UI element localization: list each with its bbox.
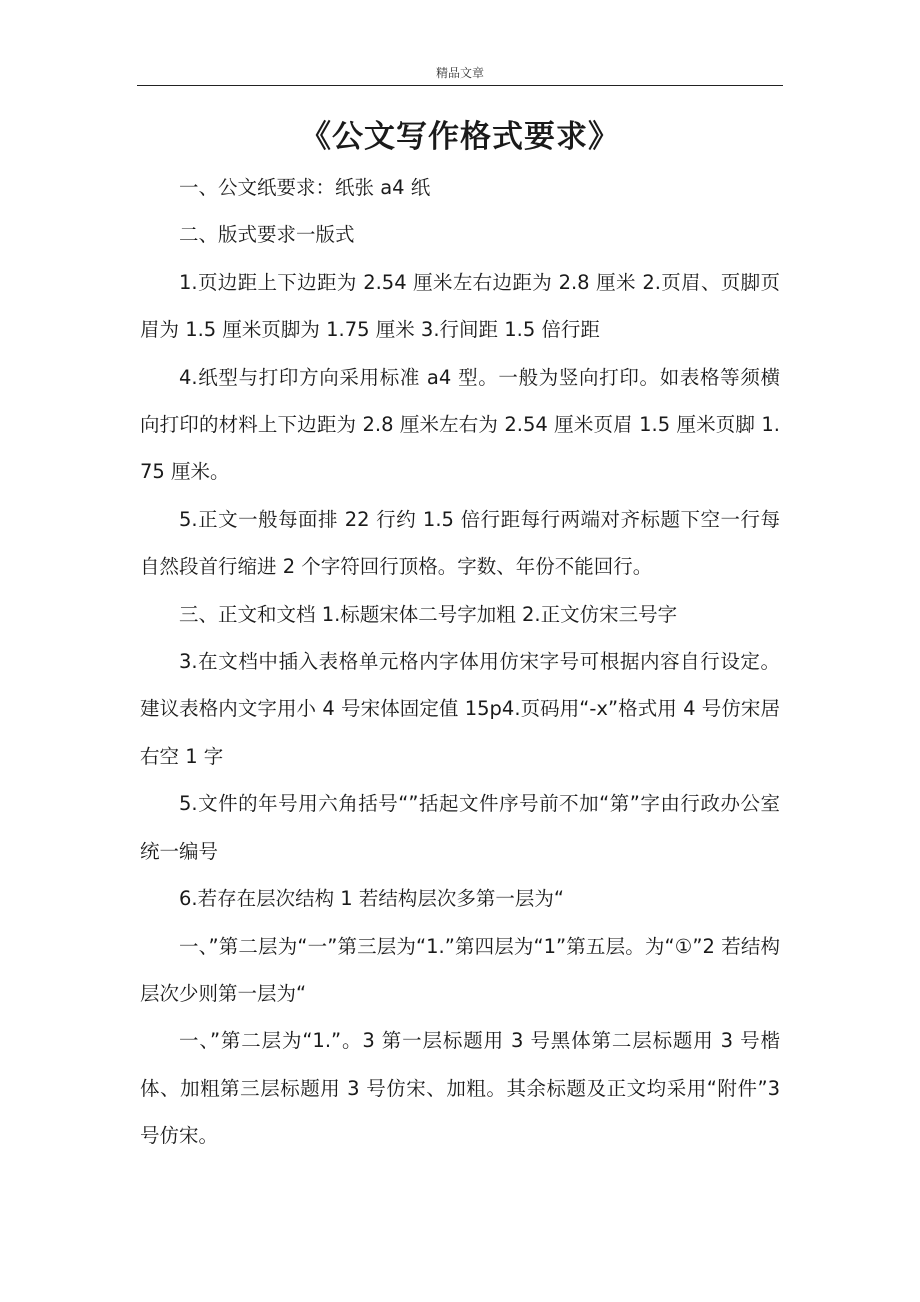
page-header: 精品文章 bbox=[435, 66, 484, 80]
paragraph: 6.若存在层次结构 1 若结构层次多第一层为“ bbox=[179, 887, 565, 911]
paragraph: 一、公文纸要求：纸张 a4 纸 bbox=[179, 176, 431, 199]
document-title: 《公文写作格式要求》 bbox=[300, 119, 620, 155]
paragraph: 3.在文档中插入表格单元格内字体用仿宋字号可根据内容自行设定。建议表格内文字用小 4 号宋体固定值 15p4.页码用“-x”格式用 4 号仿宋居右空 1 字 bbox=[140, 650, 780, 768]
paragraph: 三、正文和文档 1.标题宋体二号字加粗 2.正文仿宋三号字 bbox=[179, 602, 678, 626]
paragraph: 二、版式要求一版式 bbox=[179, 223, 355, 247]
paragraph: 5.正文一般每面排 22 行约 1.5 倍行距每行两端对齐标题下空一行每自然段首行缩进 2 个字符回行顶格。字数、年份不能回行。 bbox=[140, 507, 780, 579]
document-body bbox=[140, 164, 780, 1160]
paragraph: 一、”第二层为“1.”。3 第一层标题用 3 号黑体第二层标题用 3 号楷体、加粗第三层标题用 3 号仿宋、加粗。其余标题及正文均采用“附件”3 号仿宋。 bbox=[140, 1029, 780, 1148]
paragraph: 4.纸型与打印方向采用标准 a4 型。一般为竖向打印。如表格等须横向打印的材料上下边距为 2.8 厘米左右为 2.54 厘米页眉 1.5 厘米页脚 1.75 厘米。 bbox=[140, 365, 780, 484]
paragraph: 5.文件的年号用六角括号“”括起文件序号前不加“第”字由行政办公室统一编号 bbox=[140, 792, 780, 863]
paragraph: 1.页边距上下边距为 2.54 厘米左右边距为 2.8 厘米 2.页眉、页脚页眉为 1.5 厘米页脚为 1.75 厘米 3.行间距 1.5 倍行距 bbox=[140, 270, 780, 342]
header-divider bbox=[137, 85, 783, 86]
paragraph: 一、”第二层为“一”第三层为“1.”第四层为“1”第五层。为“①”2 若结构层次少则第一层为“ bbox=[140, 934, 780, 1005]
